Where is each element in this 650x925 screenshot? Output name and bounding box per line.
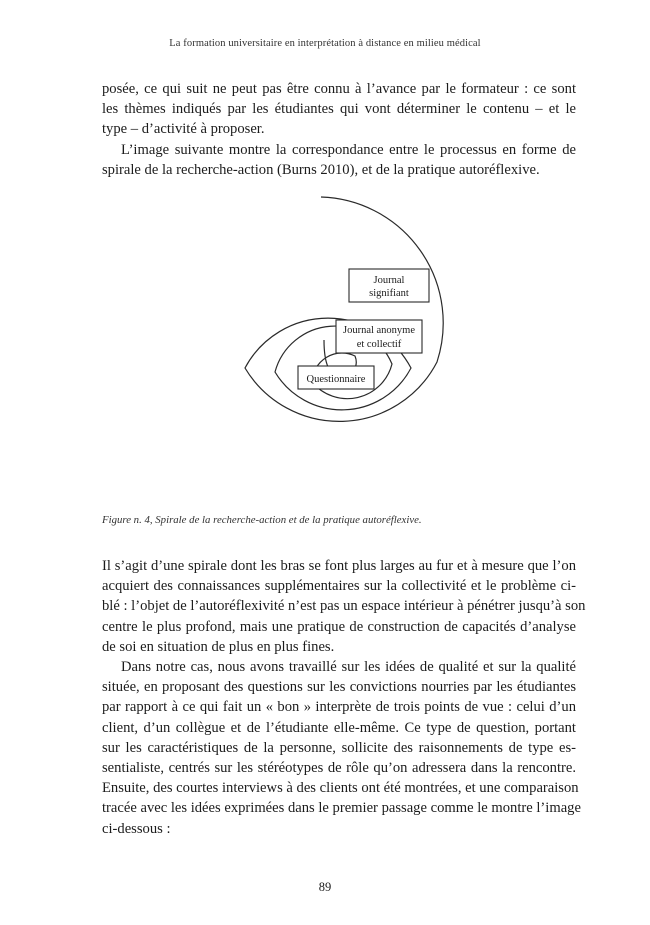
text-line: les thèmes indiqués par les étudiantes qui vont déterminer le contenu – et le [102, 101, 576, 118]
paragraph-spiral [102, 556, 586, 657]
text-line: acquiert des connaissances supplémentaires sur la collectivité et le problème ci- [102, 578, 576, 595]
text-line: Dans notre cas, nous avons travaillé sur les idées de qualité et sur la qualité [121, 659, 576, 676]
text-line: client, d’un collègue et de l’étudiante elle-même. Ce type de question, portant [102, 719, 576, 736]
text-line: tracée avec les idées exprimées dans le premier passage comme le montre l’image [102, 800, 581, 817]
text-line: spirale de la recherche-action (Burns 2010), et de la pratique autoréflexive. [102, 161, 540, 178]
text-line: posée, ce qui suit ne peut pas être connu à l’avance par le formateur : ce sont [102, 81, 576, 97]
text-line: blé : l’objet de l’autoréflexivité n’est pas un espace intérieur à pénétrer jusqu’à son [102, 598, 586, 615]
box-label: Journal [373, 275, 405, 286]
text-line: ci-dessous : [102, 820, 171, 837]
text-line: sentialiste, centrés sur les stéréotypes de rôle qu’on adressera dans la rencontre. [102, 760, 576, 777]
figure-caption: Figure n. 4, Spirale de la recherche-action et de la pratique autoréflexive. [102, 514, 422, 526]
text-line: centre le plus profond, mais une pratique de construction de capacités d’analyse [102, 618, 576, 635]
box-label: signifiant [369, 288, 409, 299]
text-line: sur les caractéristiques de la personne, sollicite des raisonnements de type es- [102, 739, 576, 756]
box-label: et collectif [356, 339, 402, 350]
box-journal-anonyme [336, 320, 422, 353]
paragraph-intro-figure [102, 140, 576, 180]
text-line: type – d’activité à proposer. [102, 121, 265, 138]
box-label: Journal anonyme [342, 325, 416, 336]
text-line: par rapport à ce qui fait un « bon » interprète de trois points de vue : celui d’un [102, 699, 576, 716]
text-line: Ensuite, des courtes interviews à des clients ont été montrées, et une comparaison [102, 780, 579, 797]
text-line: Il s’agit d’une spirale dont les bras se font plus larges au fur et à mesure que l’on [102, 558, 576, 574]
box-journal-signifiant [349, 269, 429, 302]
spiral-diagram [195, 192, 475, 482]
text-line: L’image suivante montre la correspondance entre le processus en forme de [121, 141, 576, 158]
page-number: 89 [318, 880, 332, 894]
top-text-block [102, 79, 576, 180]
paragraph-case [102, 657, 581, 839]
running-header: La formation universitaire en interprétation à distance en milieu médical [169, 38, 481, 49]
bottom-text-block [102, 556, 586, 839]
paragraph-continued [102, 79, 576, 140]
box-label: Questionnaire [306, 374, 366, 385]
text-line: de soi en situation de plus en plus fines. [102, 638, 335, 655]
text-line: située, en proposant des questions sur les convictions nourries par les étudiantes [102, 679, 576, 696]
box-questionnaire [298, 366, 374, 389]
